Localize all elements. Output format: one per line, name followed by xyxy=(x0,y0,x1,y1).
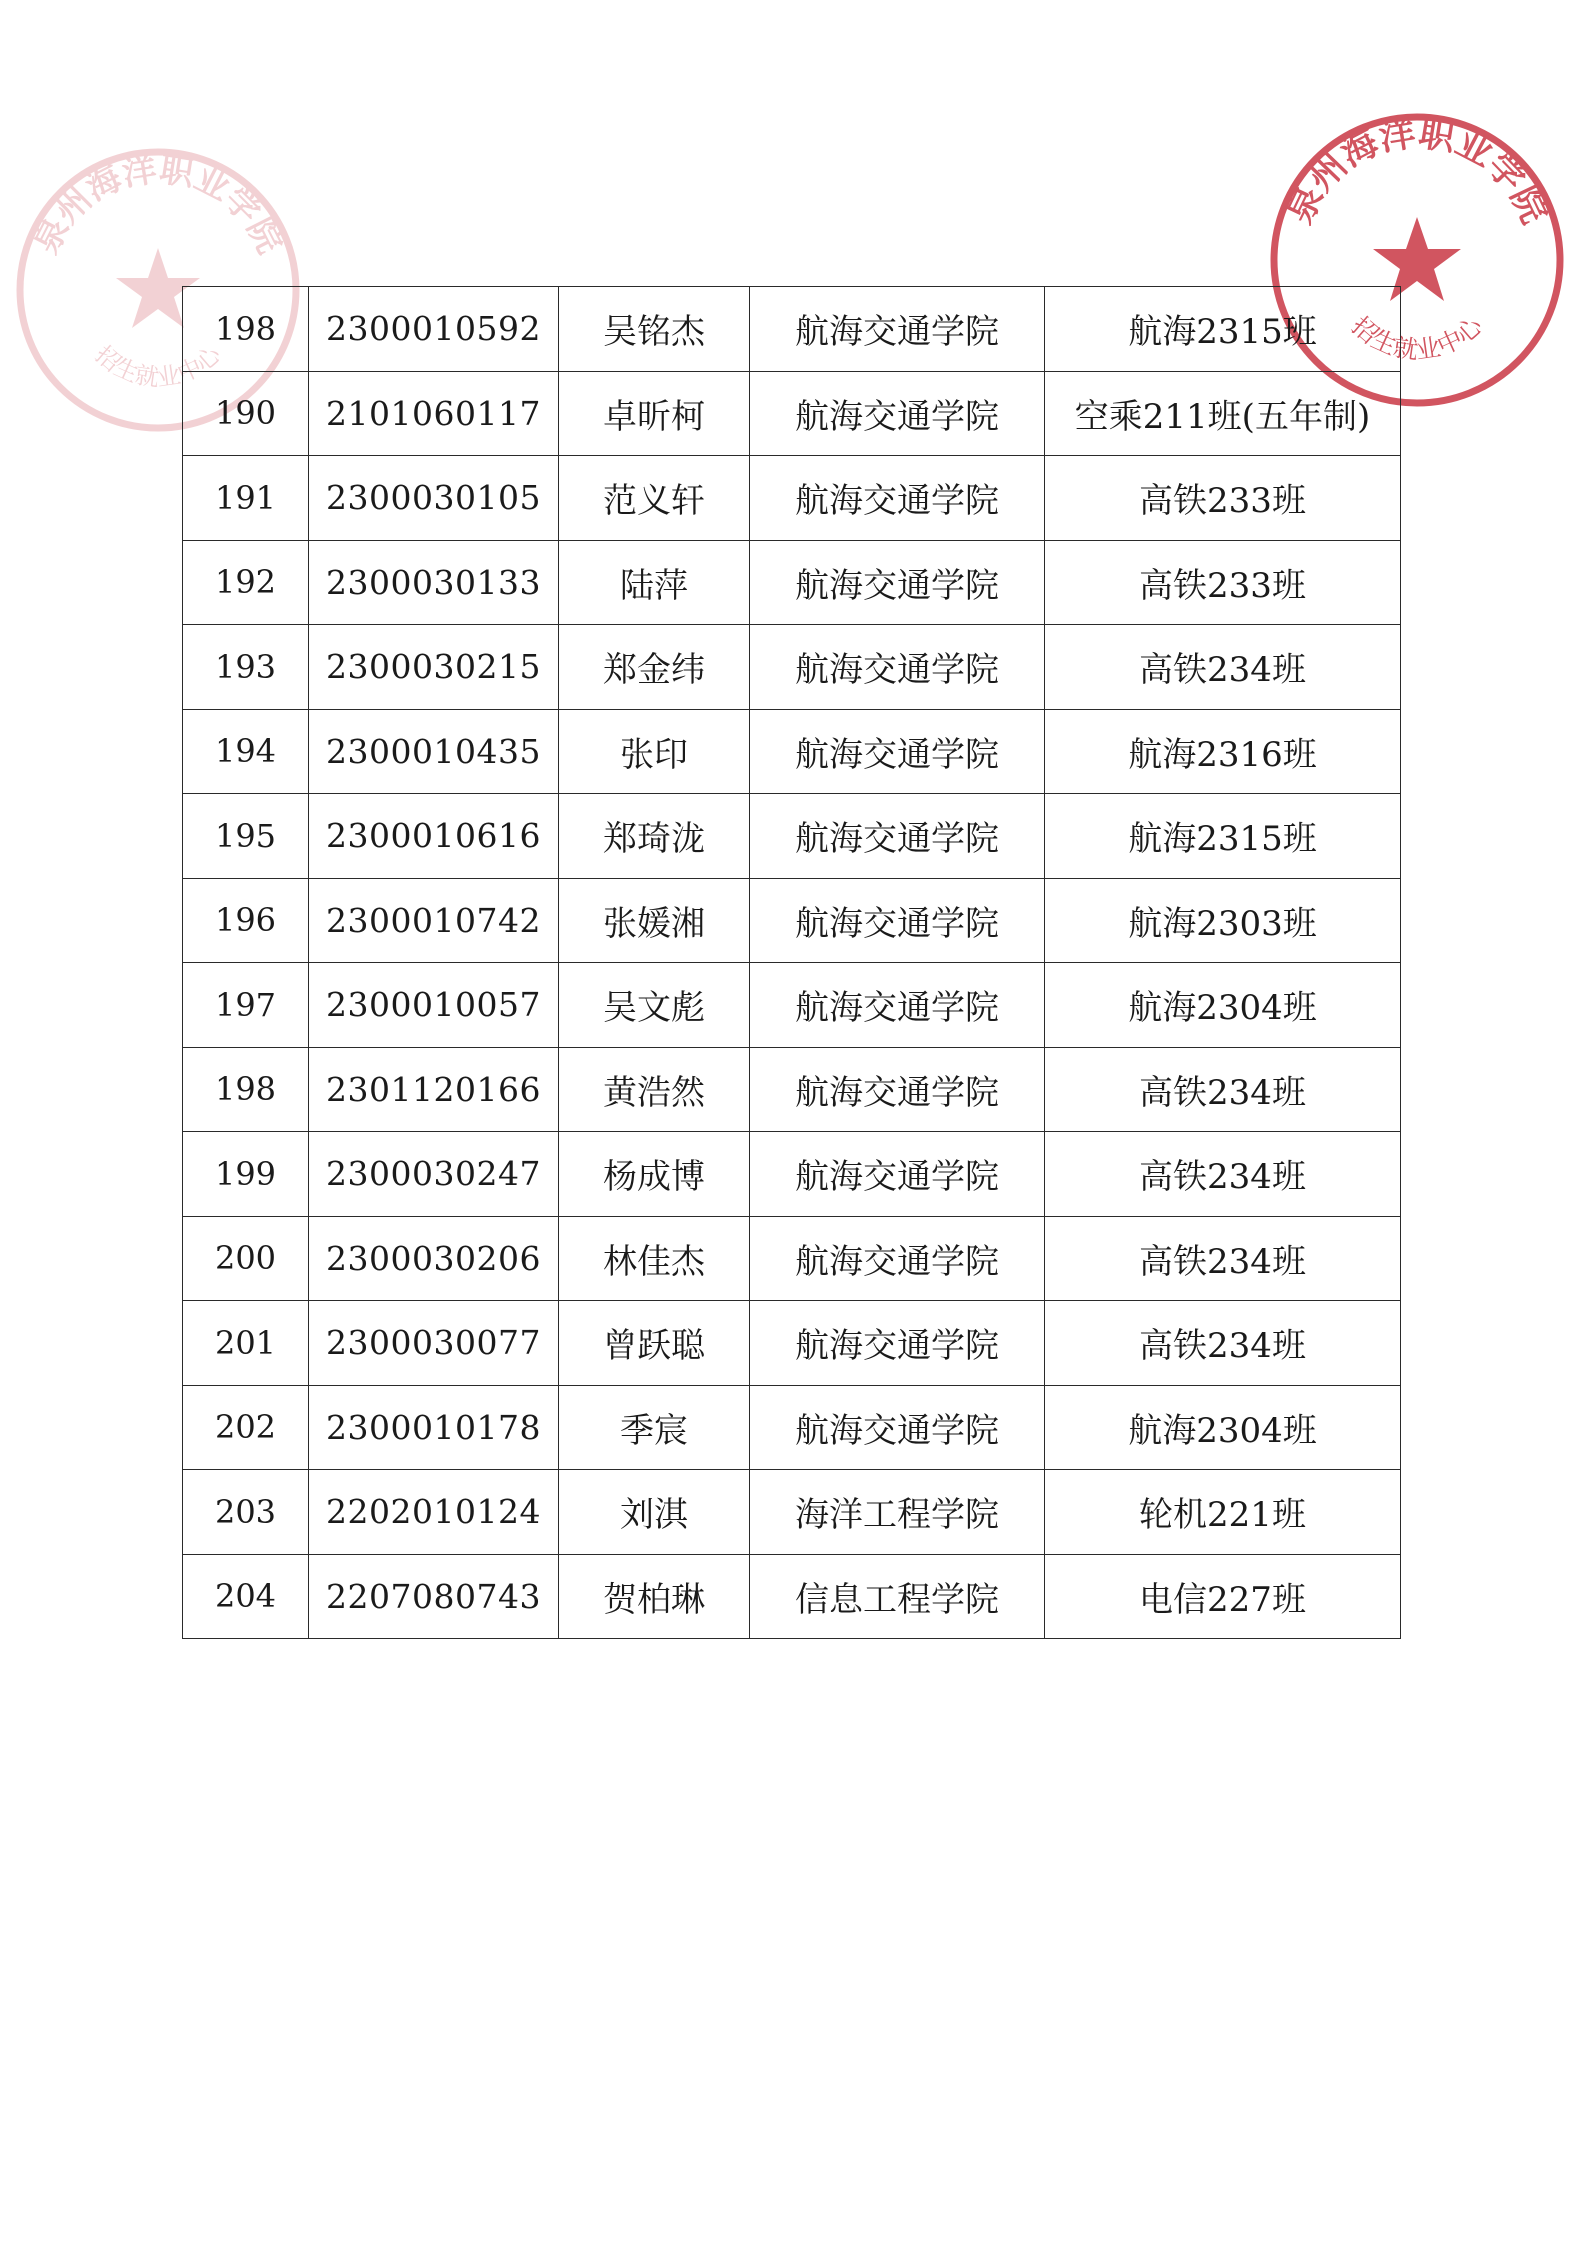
svg-text:泉州海洋职业学院 xyxy=(1279,113,1555,230)
table-row xyxy=(183,1216,1401,1301)
student-id-cell: 2300010057 xyxy=(309,963,559,1048)
student-name-cell: 吴铭杰 xyxy=(559,287,750,372)
table-row xyxy=(183,709,1401,794)
row-number-cell: 192 xyxy=(183,540,309,625)
student-name-cell: 范义轩 xyxy=(559,456,750,541)
college-cell: 航海交通学院 xyxy=(750,1301,1045,1386)
class-cell: 高铁234班 xyxy=(1045,1047,1401,1132)
class-cell: 轮机221班 xyxy=(1045,1470,1401,1555)
class-cell: 航海2316班 xyxy=(1045,709,1401,794)
student-name-cell: 季宸 xyxy=(559,1385,750,1470)
row-number-cell: 202 xyxy=(183,1385,309,1470)
class-cell: 航海2315班 xyxy=(1045,287,1401,372)
college-cell: 信息工程学院 xyxy=(750,1554,1045,1639)
college-cell: 航海交通学院 xyxy=(750,540,1045,625)
student-name-cell: 郑琦泷 xyxy=(559,794,750,879)
table-row xyxy=(183,1132,1401,1217)
college-cell: 航海交通学院 xyxy=(750,709,1045,794)
student-id-cell: 2101060117 xyxy=(309,371,559,456)
table-row xyxy=(183,625,1401,710)
student-id-cell: 2300010592 xyxy=(309,287,559,372)
college-cell: 航海交通学院 xyxy=(750,456,1045,541)
college-cell: 海洋工程学院 xyxy=(750,1470,1045,1555)
table-row xyxy=(183,1301,1401,1386)
table-row xyxy=(183,540,1401,625)
college-cell: 航海交通学院 xyxy=(750,1216,1045,1301)
row-number-cell: 193 xyxy=(183,625,309,710)
table-row xyxy=(183,371,1401,456)
student-name-cell: 黄浩然 xyxy=(559,1047,750,1132)
right-seal-text: 泉州海洋职业学院 xyxy=(1279,112,1555,230)
class-cell: 高铁234班 xyxy=(1045,625,1401,710)
student-name-cell: 刘淇 xyxy=(559,1470,750,1555)
row-number-cell: 198 xyxy=(183,1047,309,1132)
student-id-cell: 2301120166 xyxy=(309,1047,559,1132)
student-id-cell: 2300010616 xyxy=(309,794,559,879)
college-cell: 航海交通学院 xyxy=(750,1047,1045,1132)
class-cell: 航海2315班 xyxy=(1045,794,1401,879)
student-name-cell: 杨成博 xyxy=(559,1132,750,1217)
student-id-cell: 2207080743 xyxy=(309,1554,559,1639)
row-number-cell: 204 xyxy=(183,1554,309,1639)
student-id-cell: 2300010178 xyxy=(309,1385,559,1470)
student-id-cell: 2300030077 xyxy=(309,1301,559,1386)
row-number-cell: 199 xyxy=(183,1132,309,1217)
left-seal-text: 泉州海洋职业学院 xyxy=(26,149,290,261)
student-name-cell: 陆萍 xyxy=(559,540,750,625)
student-name-cell: 张媛湘 xyxy=(559,878,750,963)
table-row xyxy=(183,963,1401,1048)
row-number-cell: 200 xyxy=(183,1216,309,1301)
student-id-cell: 2202010124 xyxy=(309,1470,559,1555)
row-number-cell: 203 xyxy=(183,1470,309,1555)
student-id-cell: 2300030215 xyxy=(309,625,559,710)
table-row xyxy=(183,794,1401,879)
row-number-cell: 196 xyxy=(183,878,309,963)
student-name-cell: 吴文彪 xyxy=(559,963,750,1048)
svg-text:泉州海洋职业学院 xyxy=(26,150,289,260)
class-cell: 电信227班 xyxy=(1045,1554,1401,1639)
college-cell: 航海交通学院 xyxy=(750,878,1045,963)
student-id-cell: 2300030105 xyxy=(309,456,559,541)
table-row xyxy=(183,1385,1401,1470)
student-id-cell: 2300030133 xyxy=(309,540,559,625)
class-cell: 高铁233班 xyxy=(1045,540,1401,625)
class-cell: 航海2304班 xyxy=(1045,963,1401,1048)
class-cell: 航海2303班 xyxy=(1045,878,1401,963)
student-name-cell: 卓昕柯 xyxy=(559,371,750,456)
row-number-cell: 191 xyxy=(183,456,309,541)
right-seal-sub: 招生就业中心 xyxy=(1346,310,1488,365)
college-cell: 航海交通学院 xyxy=(750,371,1045,456)
student-id-cell: 2300010435 xyxy=(309,709,559,794)
row-number-cell: 194 xyxy=(183,709,309,794)
student-list-table xyxy=(182,286,1401,1639)
student-name-cell: 林佳杰 xyxy=(559,1216,750,1301)
class-cell: 高铁234班 xyxy=(1045,1216,1401,1301)
student-id-cell: 2300030206 xyxy=(309,1216,559,1301)
student-name-cell: 曾跃聪 xyxy=(559,1301,750,1386)
class-cell: 航海2304班 xyxy=(1045,1385,1401,1470)
row-number-cell: 195 xyxy=(183,794,309,879)
table-body xyxy=(183,287,1401,1639)
college-cell: 航海交通学院 xyxy=(750,794,1045,879)
class-cell: 高铁234班 xyxy=(1045,1301,1401,1386)
table-row xyxy=(183,1554,1401,1639)
left-seal-sub: 招生就业中心 xyxy=(89,340,227,393)
college-cell: 航海交通学院 xyxy=(750,1132,1045,1217)
college-cell: 航海交通学院 xyxy=(750,287,1045,372)
student-name-cell: 张印 xyxy=(559,709,750,794)
college-cell: 航海交通学院 xyxy=(750,1385,1045,1470)
class-cell: 高铁234班 xyxy=(1045,1132,1401,1217)
row-number-cell: 198 xyxy=(183,287,309,372)
class-cell: 空乘211班(五年制) xyxy=(1045,371,1401,456)
class-cell: 高铁233班 xyxy=(1045,456,1401,541)
student-id-cell: 2300010742 xyxy=(309,878,559,963)
table-row xyxy=(183,1470,1401,1555)
table-row xyxy=(183,287,1401,372)
student-id-cell: 2300030247 xyxy=(309,1132,559,1217)
student-name-cell: 郑金纬 xyxy=(559,625,750,710)
row-number-cell: 201 xyxy=(183,1301,309,1386)
college-cell: 航海交通学院 xyxy=(750,963,1045,1048)
college-cell: 航海交通学院 xyxy=(750,625,1045,710)
row-number-cell: 190 xyxy=(183,371,309,456)
row-number-cell: 197 xyxy=(183,963,309,1048)
table-row xyxy=(183,456,1401,541)
table-row xyxy=(183,1047,1401,1132)
student-name-cell: 贺柏琳 xyxy=(559,1554,750,1639)
table-row xyxy=(183,878,1401,963)
